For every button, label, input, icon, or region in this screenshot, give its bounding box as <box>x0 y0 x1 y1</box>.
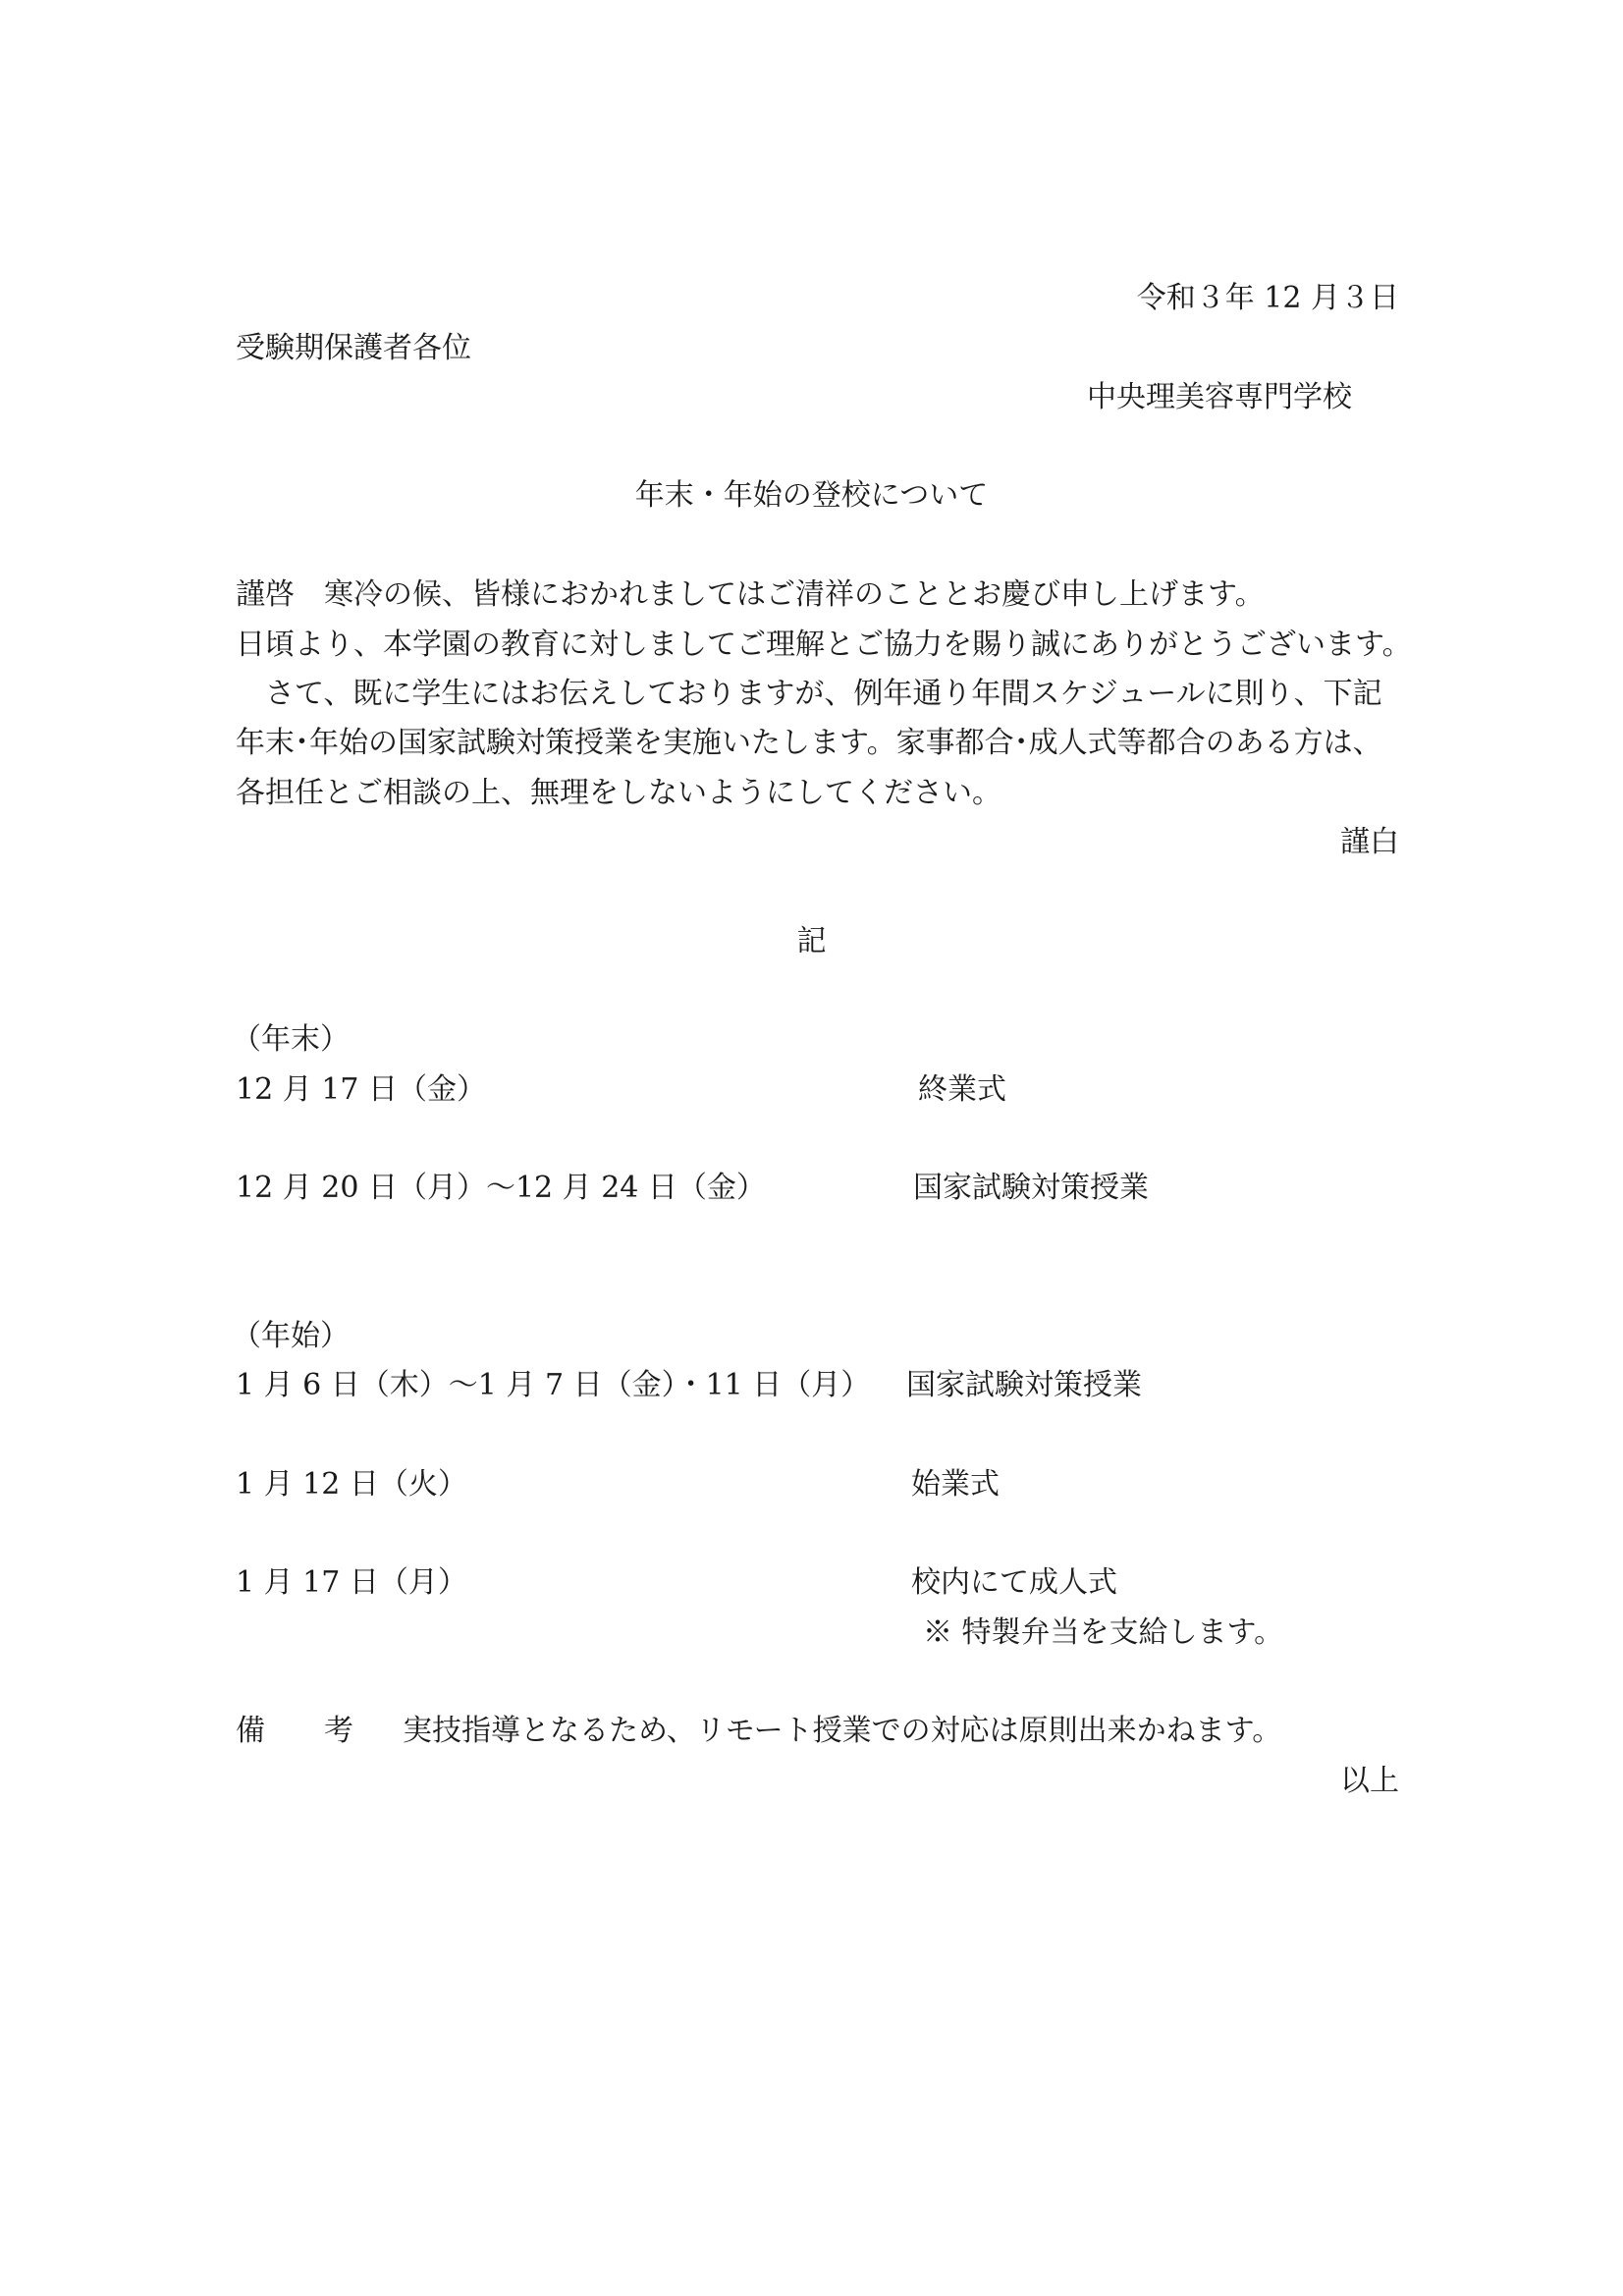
body-line-3: さて、既に学生にはお伝えしておりますが、例年通り年間スケジュールに則り、下記 <box>236 677 1382 711</box>
schedule-row-event: 終業式 <box>918 1072 1006 1107</box>
schedule-row-event: 国家試験対策授業 <box>913 1171 1149 1205</box>
schedule-row-event: 始業式 <box>911 1467 1000 1502</box>
ki-heading: 記 <box>796 924 827 958</box>
year-end-heading: （年末） <box>232 1022 350 1057</box>
sender: 中央理美容専門学校 <box>1087 380 1352 414</box>
schedule-row-date: 1 月 6 日（木）～1 月 7 日（金）・11 日（月） <box>236 1368 871 1402</box>
recipient: 受験期保護者各位 <box>236 331 471 365</box>
schedule-row-event: 校内にて成人式 <box>911 1565 1117 1600</box>
new-year-heading: （年始） <box>232 1319 350 1353</box>
body-line-1: 謹啓 寒冷の候、皆様におかれましてはご清祥のこととお慶び申し上げます。 <box>236 577 1265 612</box>
body-line-2: 日頃より、本学園の教育に対しましてご理解とご協力を賜り誠にありがとうございます。 <box>236 628 1412 662</box>
remarks-text: 実技指導となるため、リモート授業での対応は原則出来かねます。 <box>403 1714 1282 1748</box>
document-date: 令和３年 12 月３日 <box>1136 281 1399 315</box>
closing-ijou: 以上 <box>1340 1764 1399 1798</box>
schedule-row-date: 12 月 17 日（金） <box>236 1072 486 1107</box>
bento-note: ※ 特製弁当を支給します。 <box>923 1615 1284 1650</box>
remarks-label: 備 考 <box>236 1714 353 1748</box>
schedule-row-date: 12 月 20 日（月）～12 月 24 日（金） <box>236 1171 766 1205</box>
document-title: 年末・年始の登校について <box>634 478 989 513</box>
closing-kinpaku: 謹白 <box>1340 825 1399 859</box>
schedule-row-date: 1 月 17 日（月） <box>236 1565 467 1600</box>
body-line-5: 各担任とご相談の上、無理をしないようにしてください。 <box>236 776 1001 810</box>
schedule-row-event: 国家試験対策授業 <box>906 1368 1142 1402</box>
body-line-4: 年末･年始の国家試験対策授業を実施いたします。家事都合･成人式等都合のある方は、 <box>236 726 1382 760</box>
schedule-row-date: 1 月 12 日（火） <box>236 1467 467 1502</box>
